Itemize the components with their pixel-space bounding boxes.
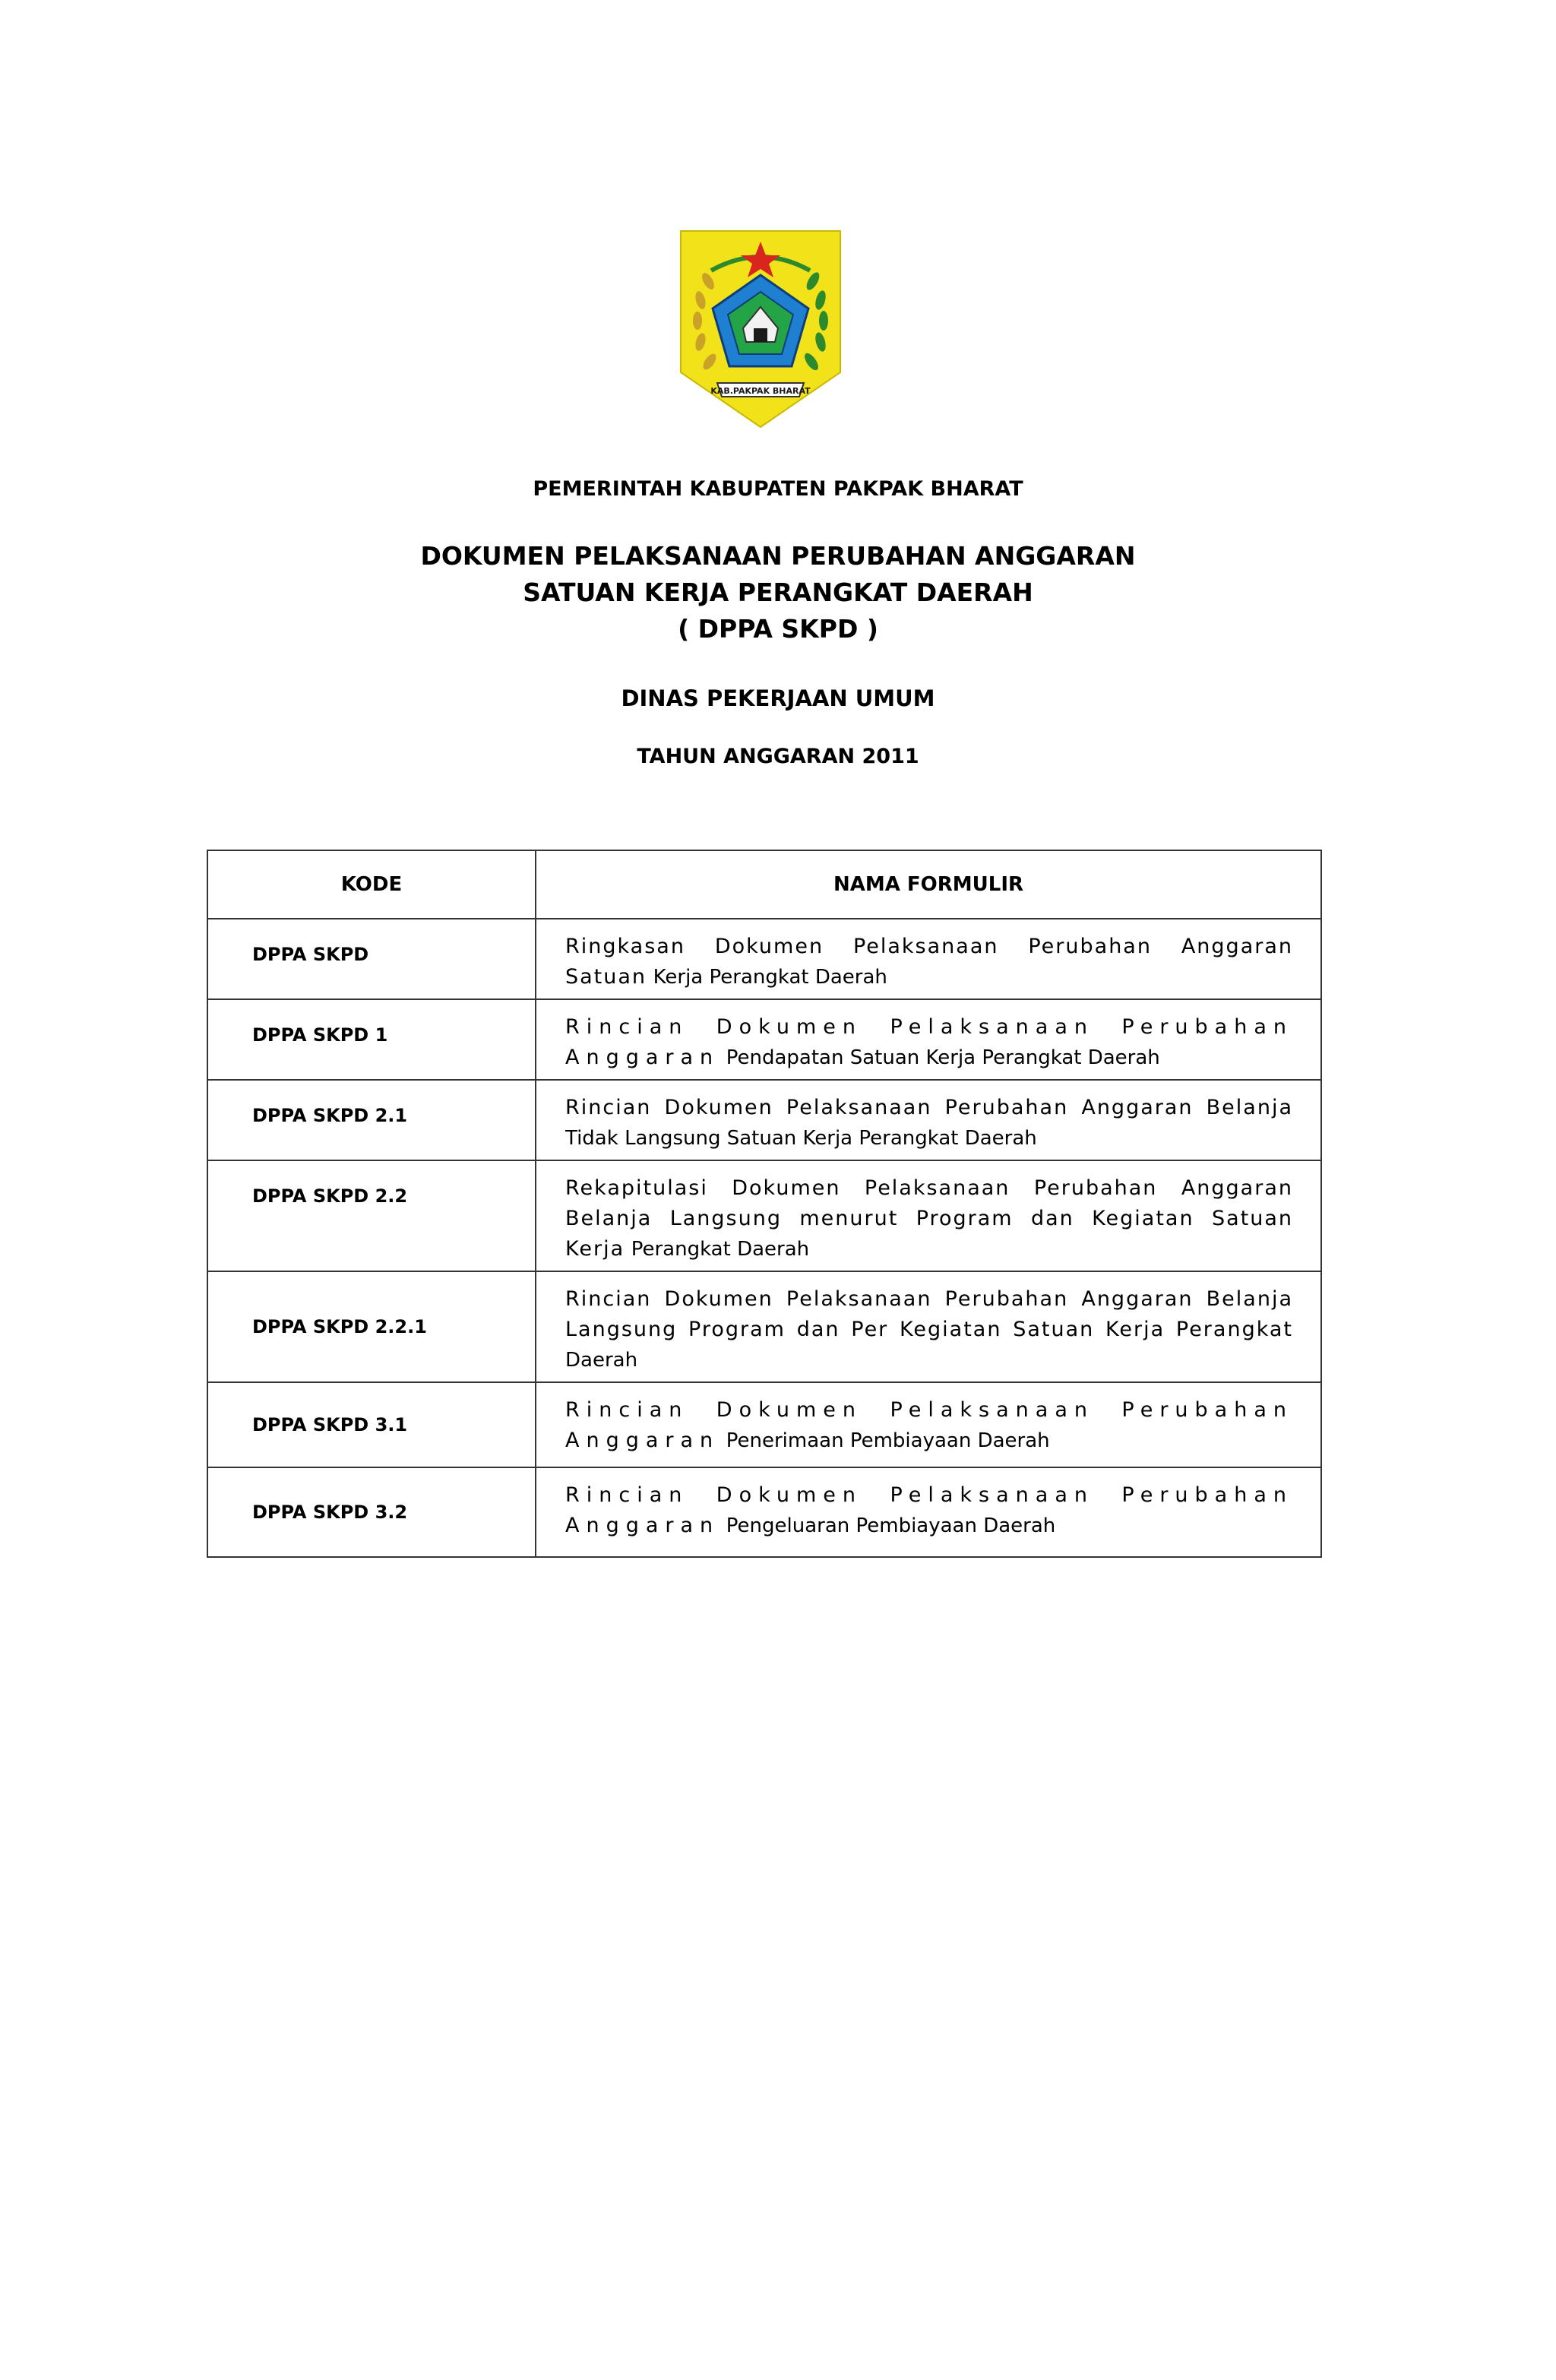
row-nama-text-cont: Penerimaan Pembiayaan Daerah [726, 1429, 1050, 1452]
table-row [207, 1080, 1321, 1160]
row-nama-text: Ringkasan Dokumen Pelaksanaan Perubahan Anggaran Satuan [565, 935, 1293, 989]
fiscal-year: TAHUN ANGGARAN 2011 [637, 745, 919, 768]
table-row [207, 1160, 1321, 1271]
row-nama [536, 1467, 1321, 1557]
row-nama-text-cont: Daerah [565, 1349, 638, 1372]
row-nama-text: Rincian Dokumen Pelaksanaan Perubahan Anggaran [565, 1015, 1293, 1069]
government-name: PEMERINTAH KABUPATEN PAKPAK BHARAT [533, 477, 1023, 501]
row-nama-text: Rekapitulasi Dokumen Pelaksanaan Perubahan Anggaran Belanja Langsung menurut Program dan Kegiatan Satuan Kerja [565, 1176, 1293, 1261]
row-nama-text-cont: Tidak Langsung Satuan Kerja Perangkat Daerah [565, 1127, 1037, 1150]
header-nama-formulir: NAMA FORMULIR [536, 850, 1321, 919]
department-name: DINAS PEKERJAAN UMUM [621, 685, 935, 711]
row-nama-text: Rincian Dokumen Pelaksanaan Perubahan Anggaran [565, 1398, 1293, 1452]
row-kode: DPPA SKPD [207, 919, 536, 999]
table-row [207, 1271, 1321, 1382]
row-nama-text: Rincian Dokumen Pelaksanaan Perubahan Anggaran Belanja [565, 1096, 1293, 1119]
row-kode: DPPA SKPD 2.2.1 [207, 1271, 536, 1382]
title-line-3: ( DPPA SKPD ) [678, 614, 878, 644]
row-nama [536, 1080, 1321, 1160]
row-nama-text: Rincian Dokumen Pelaksanaan Perubahan Anggaran Belanja Langsung Program dan Per Kegiatan Satuan Kerja Perangkat [565, 1287, 1293, 1341]
table-row [207, 999, 1321, 1080]
table-header-row [207, 850, 1321, 919]
row-kode: DPPA SKPD 3.1 [207, 1382, 536, 1467]
row-nama-text: Rincian Dokumen Pelaksanaan Perubahan Anggaran [565, 1483, 1293, 1537]
row-nama [536, 1271, 1321, 1382]
document-title [0, 538, 1556, 647]
coat-of-arms-logo [678, 228, 843, 430]
logo-banner-text: KAB.PAKPAK BHARAT [710, 386, 811, 396]
forms-table [207, 850, 1322, 1558]
header-kode: KODE [207, 850, 536, 919]
table-row [207, 919, 1321, 999]
row-nama-text-cont: Perangkat Daerah [631, 1238, 810, 1261]
row-nama-text-cont: Pengeluaran Pembiayaan Daerah [726, 1514, 1056, 1537]
table-row [207, 1382, 1321, 1467]
row-kode: DPPA SKPD 2.1 [207, 1080, 536, 1160]
title-line-1: DOKUMEN PELAKSANAAN PERUBAHAN ANGGARAN [420, 541, 1136, 571]
row-nama [536, 999, 1321, 1080]
coat-of-arms-icon [678, 228, 843, 430]
row-nama-text-cont: Pendapatan Satuan Kerja Perangkat Daerah [726, 1046, 1160, 1069]
row-nama [536, 919, 1321, 999]
row-kode: DPPA SKPD 2.2 [207, 1160, 536, 1271]
title-line-2: SATUAN KERJA PERANGKAT DAERAH [523, 578, 1033, 607]
table-row [207, 1467, 1321, 1557]
row-kode: DPPA SKPD 1 [207, 999, 536, 1080]
row-nama [536, 1160, 1321, 1271]
row-kode: DPPA SKPD 3.2 [207, 1467, 536, 1557]
row-nama-text-cont: Kerja Perangkat Daerah [653, 966, 887, 989]
row-nama [536, 1382, 1321, 1467]
